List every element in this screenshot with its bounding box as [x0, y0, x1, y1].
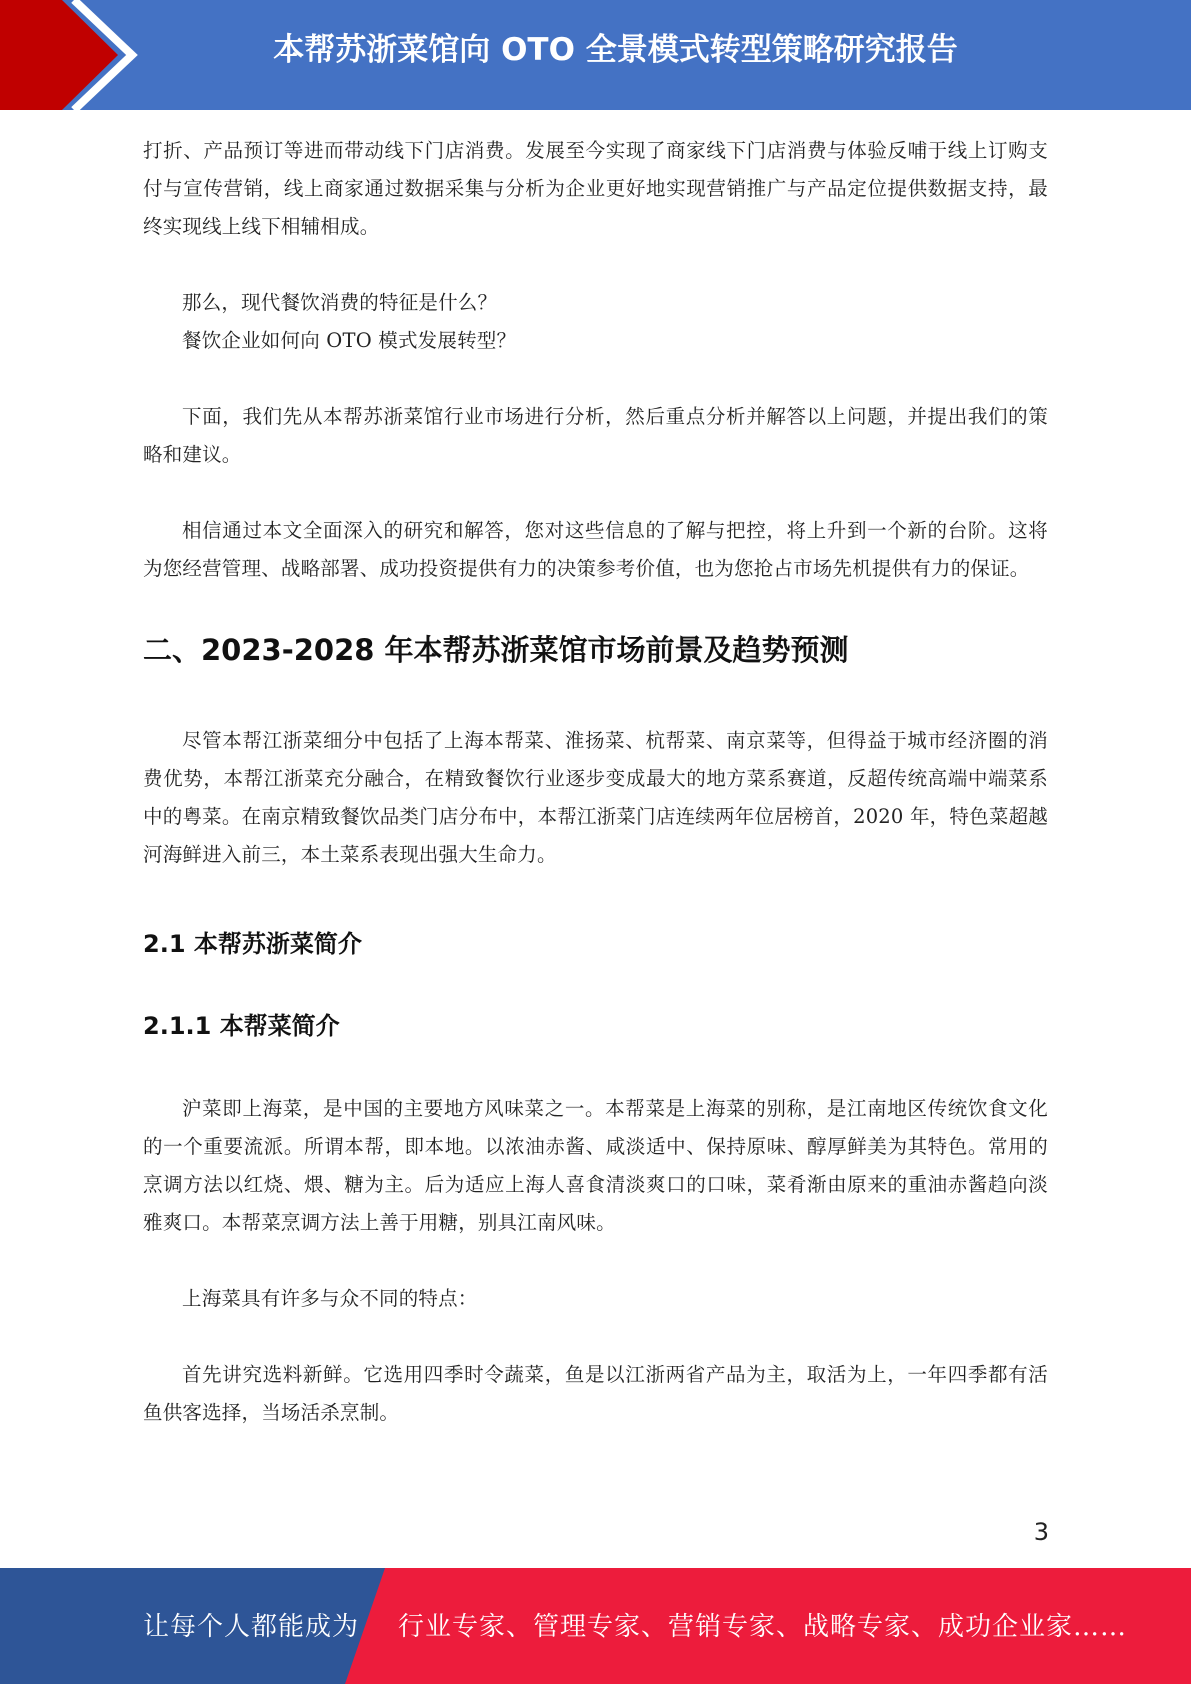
- subsection-heading: 2.1 本帮苏浙菜简介: [143, 930, 362, 958]
- section-heading: 二、2023-2028 年本帮苏浙菜馆市场前景及趋势预测: [143, 633, 849, 667]
- body-paragraph-analysis: 下面，我们先从本帮苏浙菜馆行业市场进行分析，然后重点分析并解答以上问题，并提出我们的策略和建议。: [143, 405, 1048, 466]
- body-paragraph-value: 相信通过本文全面深入的研究和解答，您对这些信息的了解与把控，将上升到一个新的台阶。这将为您经营管理、战略部署、成功投资提供有力的决策参考价值，也为您抢占市场先机提供有力的保证。: [143, 519, 1048, 580]
- report-title: 本帮苏浙菜馆向 OTO 全景模式转型策略研究报告: [273, 32, 958, 68]
- body-paragraph-continuation: 打折、产品预订等进而带动线下门店消费。发展至今实现了商家线下门店消费与体验反哺于线上订购支付与宣传营销，线上商家通过数据采集与分析为企业更好地实现营销推广与产品定位提供数据支持，最终实现线上线下相辅相成。: [143, 139, 1048, 238]
- page-header: [0, 0, 1191, 110]
- body-paragraph-features: 上海菜具有许多与众不同的特点：: [182, 1287, 478, 1310]
- page-content: [143, 132, 1048, 1432]
- question-line-1: 那么，现代餐饮消费的特征是什么？: [182, 291, 498, 314]
- footer-slogan-left: 让每个人都能成为: [143, 1612, 360, 1642]
- question-line-2: 餐饮企业如何向 OTO 模式发展转型？: [182, 329, 517, 352]
- page-footer: [0, 1568, 1191, 1684]
- footer-slogan-right: 行业专家、管理专家、营销专家、战略专家、成功企业家……: [398, 1612, 1128, 1642]
- body-paragraph-benbang-intro: 沪菜即上海菜，是中国的主要地方风味菜之一。本帮菜是上海菜的别称，是江南地区传统饮食文化的一个重要流派。所谓本帮，即本地。以浓油赤酱、咸淡适中、保持原味、醇厚鲜美为其特色。常用的烹调方法以红烧、煨、糖为主。后为适应上海人喜食清淡爽口的口味，菜肴渐由原来的重油赤酱趋向淡雅爽口。本帮菜烹调方法上善于用糖，别具江南风味。: [143, 1097, 1048, 1234]
- page-number: 3: [1033, 1518, 1049, 1546]
- subsubsection-heading: 2.1.1 本帮菜简介: [143, 1012, 340, 1040]
- body-paragraph-fresh-ingredients: 首先讲究选料新鲜。它选用四季时令蔬菜，鱼是以江浙两省产品为主，取活为上，一年四季都有活鱼供客选择，当场活杀烹制。: [143, 1363, 1048, 1424]
- body-paragraph-market: 尽管本帮江浙菜细分中包括了上海本帮菜、淮扬菜、杭帮菜、南京菜等，但得益于城市经济圈的消费优势，本帮江浙菜充分融合，在精致餐饮行业逐步变成最大的地方菜系赛道，反超传统高端中端菜系中的粤菜。在南京精致餐饮品类门店分布中，本帮江浙菜门店连续两年位居榜首，2020 年，特色菜超越河海鲜进入前三，本土菜系表现出强大生命力。: [143, 729, 1048, 866]
